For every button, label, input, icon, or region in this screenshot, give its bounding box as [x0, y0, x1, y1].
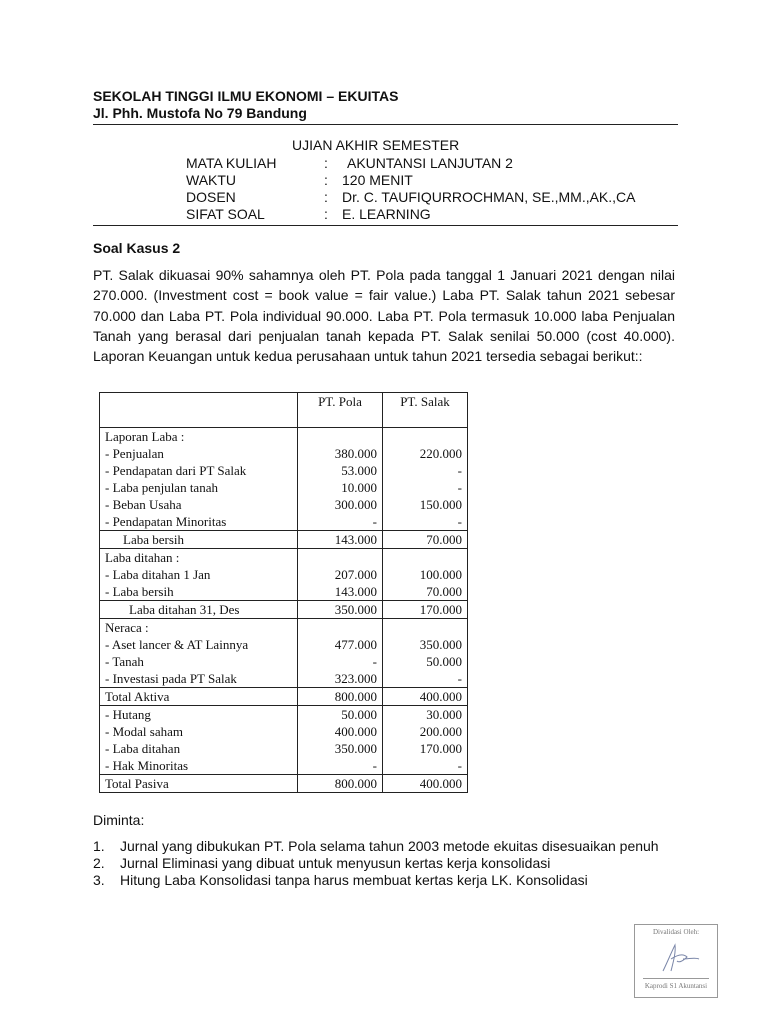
- list-item: [93, 855, 675, 872]
- table-row: [100, 583, 468, 601]
- row-label: - Pendapatan Minoritas: [100, 513, 298, 531]
- row-value-salak: 170.000: [383, 740, 468, 757]
- row-label: - Laba ditahan 1 Jan: [100, 566, 298, 583]
- table-row: [100, 566, 468, 583]
- table-row: [100, 653, 468, 670]
- row-value-salak: 50.000: [383, 653, 468, 670]
- table-row-total: [100, 688, 468, 706]
- list-text: Jurnal yang dibukukan PT. Pola selama tahun 2003 metode ekuitas disesuaikan penuh: [120, 838, 659, 854]
- row-value-salak: 220.000: [383, 445, 468, 462]
- validation-stamp: [634, 924, 718, 998]
- row-label: Laporan Laba :: [100, 428, 298, 446]
- table-row: [100, 706, 468, 724]
- signature-icon: [649, 937, 705, 977]
- row-value-salak: [383, 619, 468, 637]
- table-row: [100, 723, 468, 740]
- row-label: - Hutang: [100, 706, 298, 724]
- info-label: MATA KULIAH: [186, 155, 277, 171]
- table-row: [100, 670, 468, 688]
- row-value-pola: 800.000: [298, 688, 383, 706]
- row-label: - Pendapatan dari PT Salak: [100, 462, 298, 479]
- row-value-salak: -: [383, 479, 468, 496]
- row-value-salak: -: [383, 757, 468, 775]
- row-label: - Investasi pada PT Salak: [100, 670, 298, 688]
- row-value-salak: 100.000: [383, 566, 468, 583]
- list-number: 1.: [93, 838, 105, 854]
- row-value-salak: 400.000: [383, 688, 468, 706]
- row-label: Laba ditahan :: [100, 549, 298, 567]
- case-title: Soal Kasus 2: [93, 240, 181, 256]
- row-label: Total Aktiva: [100, 688, 298, 706]
- table-row: [100, 479, 468, 496]
- row-value-pola: 380.000: [298, 445, 383, 462]
- row-value-salak: -: [383, 462, 468, 479]
- stamp-signature-line: [643, 978, 709, 979]
- case-paragraph: PT. Salak dikuasai 90% sahamnya oleh PT. Pola pada tanggal 1 Januari 2021 dengan nilai 270.000. (Investment cost = book value = fair value.) Laba PT. Salak tahun 2021 sebesar 70.000 dan Laba PT. Pola individual 90.000. Laba PT. Pola termasuk 10.000 laba Penjualan Tanah yang berasal dari penjualan tanah kepada PT. Salak senilai 50.000 (cost 40.000). Laporan Keuangan untuk kedua perusahaan untuk tahun 2021 tersedia sebagai berikut::: [93, 267, 675, 365]
- info-label: SIFAT SOAL: [186, 206, 265, 222]
- row-label: - Tanah: [100, 653, 298, 670]
- info-divider: [93, 225, 678, 226]
- info-colon: :: [324, 155, 328, 171]
- info-label: DOSEN: [186, 189, 236, 205]
- table-row: [100, 496, 468, 513]
- table-header-row: [100, 393, 468, 428]
- column-header-pola: PT. Pola: [298, 393, 383, 428]
- row-value-pola: -: [298, 513, 383, 531]
- info-colon: :: [324, 189, 328, 205]
- diminta-list: [93, 838, 675, 889]
- stamp-top-text: Divalidasi Oleh:: [652, 928, 700, 936]
- row-value-pola: 143.000: [298, 583, 383, 601]
- row-label: - Aset lancer & AT Lainnya: [100, 636, 298, 653]
- info-value: Dr. C. TAUFIQURROCHMAN, SE.,MM.,AK.,CA: [342, 189, 636, 205]
- row-value-salak: 170.000: [383, 601, 468, 619]
- row-value-salak: 200.000: [383, 723, 468, 740]
- list-text: Hitung Laba Konsolidasi tanpa harus membuat kertas kerja LK. Konsolidasi: [120, 872, 588, 888]
- table-row: [100, 619, 468, 637]
- table-row-subtotal: [100, 601, 468, 619]
- stamp-bottom-text: Kaprodi S1 Akuntansi: [644, 982, 708, 990]
- table-row: [100, 513, 468, 531]
- row-label: - Laba ditahan: [100, 740, 298, 757]
- row-label: - Laba penjulan tanah: [100, 479, 298, 496]
- row-value-salak: 350.000: [383, 636, 468, 653]
- table-row: [100, 740, 468, 757]
- row-value-pola: 477.000: [298, 636, 383, 653]
- row-label: Laba bersih: [123, 532, 185, 547]
- row-value-pola: 207.000: [298, 566, 383, 583]
- row-value-salak: [383, 549, 468, 567]
- row-value-pola: 350.000: [298, 740, 383, 757]
- row-label: - Hak Minoritas: [100, 757, 298, 775]
- row-value-pola: 300.000: [298, 496, 383, 513]
- table-row: [100, 445, 468, 462]
- row-value-pola: 800.000: [298, 775, 383, 793]
- row-value-pola: 323.000: [298, 670, 383, 688]
- row-value-pola: 400.000: [298, 723, 383, 740]
- table-row: [100, 462, 468, 479]
- institution-name: SEKOLAH TINGGI ILMU EKONOMI – EKUITAS: [93, 88, 399, 104]
- row-value-pola: [298, 619, 383, 637]
- table-row-subtotal: [100, 531, 468, 549]
- info-value: 120 MENIT: [342, 172, 413, 188]
- column-header-salak: PT. Salak: [383, 393, 468, 428]
- table-row: [100, 549, 468, 567]
- info-value: E. LEARNING: [342, 206, 431, 222]
- row-value-salak: 70.000: [383, 531, 468, 549]
- row-value-salak: 30.000: [383, 706, 468, 724]
- table-row: [100, 428, 468, 446]
- row-value-salak: [383, 428, 468, 446]
- row-label: Neraca :: [100, 619, 298, 637]
- row-label: - Laba bersih: [100, 583, 298, 601]
- table-header-blank: [100, 393, 298, 428]
- table-row: [100, 636, 468, 653]
- row-label: - Modal saham: [100, 723, 298, 740]
- row-value-pola: [298, 428, 383, 446]
- exam-title: UJIAN AKHIR SEMESTER: [292, 137, 460, 153]
- row-value-salak: 400.000: [383, 775, 468, 793]
- info-colon: :: [324, 206, 328, 222]
- row-value-pola: -: [298, 653, 383, 670]
- row-value-pola: 53.000: [298, 462, 383, 479]
- row-value-salak: 150.000: [383, 496, 468, 513]
- row-label: - Penjualan: [100, 445, 298, 462]
- info-value: AKUNTANSI LANJUTAN 2: [347, 155, 513, 171]
- info-label: WAKTU: [186, 172, 237, 188]
- row-label: Laba ditahan 31, Des: [129, 602, 240, 617]
- table-row: [100, 757, 468, 775]
- row-value-pola: 50.000: [298, 706, 383, 724]
- list-number: 3.: [93, 872, 105, 888]
- row-value-salak: -: [383, 513, 468, 531]
- financial-statement-table: [99, 392, 468, 793]
- row-value-salak: -: [383, 670, 468, 688]
- row-value-pola: -: [298, 757, 383, 775]
- list-text: Jurnal Eliminasi yang dibuat untuk menyusun kertas kerja konsolidasi: [120, 855, 551, 871]
- info-colon: :: [324, 172, 328, 188]
- row-value-pola: 10.000: [298, 479, 383, 496]
- row-value-pola: [298, 549, 383, 567]
- table-row-total: [100, 775, 468, 793]
- header-divider: [93, 124, 678, 125]
- list-number: 2.: [93, 855, 105, 871]
- row-value-pola: 350.000: [298, 601, 383, 619]
- diminta-title: Diminta:: [93, 812, 145, 828]
- row-label: - Beban Usaha: [100, 496, 298, 513]
- list-item: [93, 838, 675, 855]
- institution-address: Jl. Phh. Mustofa No 79 Bandung: [93, 105, 307, 121]
- row-value-salak: 70.000: [383, 583, 468, 601]
- row-label: Total Pasiva: [100, 775, 298, 793]
- row-value-pola: 143.000: [298, 531, 383, 549]
- list-item: [93, 872, 675, 889]
